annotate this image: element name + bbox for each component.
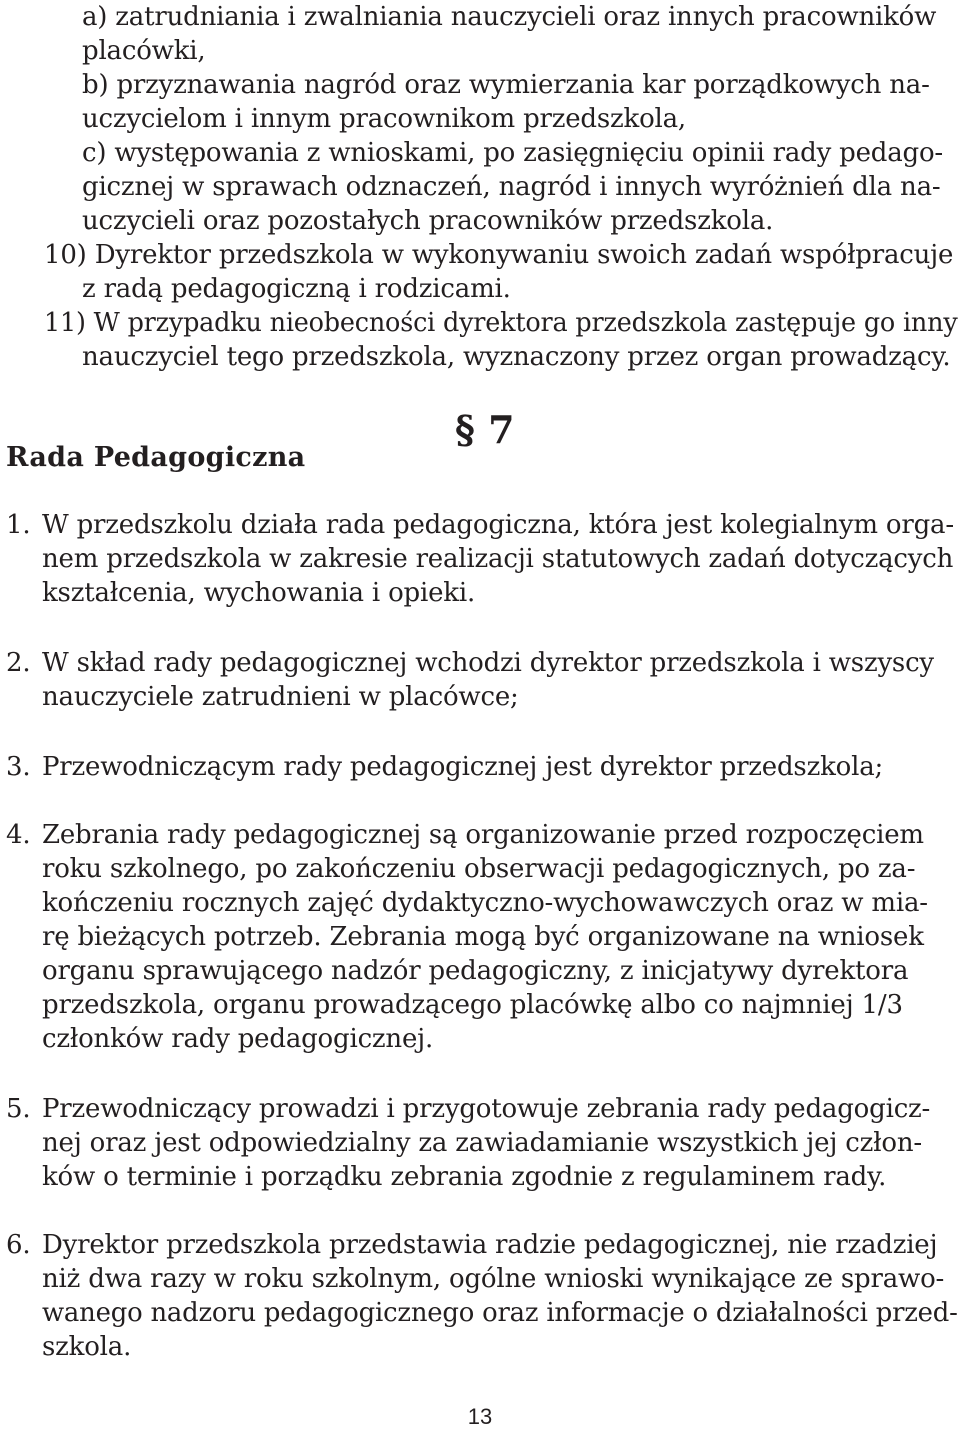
paragraph-number: 6. (6, 1230, 31, 1260)
text-line: nej oraz jest odpowiedzialny za zawiadamianie wszystkich jej człon- (42, 1128, 922, 1158)
paragraph-number: 2. (6, 648, 31, 678)
text-line: rę bieżących potrzeb. Zebrania mogą być organizowane na wniosek (42, 922, 924, 952)
text-line: niż dwa razy w roku szkolnym, ogólne wnioski wynikające ze sprawo- (42, 1264, 945, 1294)
section-heading: Rada Pedagogiczna (6, 442, 306, 473)
page-number: 13 (467, 1404, 493, 1429)
paragraph-number: 3. (6, 752, 31, 782)
text-line: Zebrania rady pedagogicznej są organizowanie przed rozpoczęciem (42, 820, 924, 850)
text-line: roku szkolnego, po zakończeniu obserwacji pedagogicznych, po za- (42, 854, 916, 884)
paragraph-number: 1. (6, 510, 31, 540)
text-line: c) występowania z wnioskami, po zasięgnięciu opinii rady pedago- (82, 138, 944, 168)
item-text: W przypadku nieobecności dyrektora przedszkola zastępuje go inny (93, 308, 958, 338)
text-line: nem przedszkola w zakresie realizacji statutowych zadań dotyczących (42, 544, 954, 574)
list-item-10 (44, 238, 953, 272)
text-line: W przedszkolu działa rada pedagogiczna, która jest kolegialnym orga- (42, 510, 954, 540)
text-line: W skład rady pedagogicznej wchodzi dyrektor przedszkola i wszyscy (42, 648, 934, 678)
list-item-11 (44, 306, 958, 340)
text-line: Dyrektor przedszkola przedstawia radzie pedagogicznej, nie rzadziej (42, 1230, 938, 1260)
text-line: nauczyciele zatrudnieni w placówce; (42, 682, 519, 712)
text-line: Przewodniczącym rady pedagogicznej jest dyrektor przedszkola; (42, 752, 884, 782)
paragraph-number: 4. (6, 820, 31, 850)
text-line: nauczyciel tego przedszkola, wyznaczony przez organ prowadzący. (82, 342, 951, 372)
text-line: ków o terminie i porządku zebrania zgodnie z regulaminem rady. (42, 1162, 887, 1192)
text-line: organu sprawującego nadzór pedagogiczny, z inicjatywy dyrektora (42, 956, 909, 986)
text-line: gicznej w sprawach odznaczeń, nagród i innych wyróżnień dla na- (82, 172, 941, 202)
item-text: Dyrektor przedszkola w wykonywaniu swoich zadań współpracuje (94, 240, 954, 270)
text-line: uczycielom i innym pracownikom przedszkola, (82, 104, 686, 134)
text-line: placówki, (82, 36, 206, 66)
item-number: 10) (44, 240, 87, 270)
paragraph-number: 5. (6, 1094, 31, 1124)
section-sign: § 7 (455, 407, 515, 452)
text-line: a) zatrudniania i zwalniania nauczycieli oraz innych pracowników (82, 2, 937, 32)
text-line: kształcenia, wychowania i opieki. (42, 578, 476, 608)
text-line: uczycieli oraz pozostałych pracowników przedszkola. (82, 206, 774, 236)
text-line: przedszkola, organu prowadzącego placówkę albo co najmniej 1/3 (42, 990, 903, 1020)
item-number: 11) (44, 308, 86, 338)
text-line: członków rady pedagogicznej. (42, 1024, 434, 1054)
text-line: kończeniu rocznych zajęć dydaktyczno-wychowawczych oraz w mia- (42, 888, 928, 918)
text-line: szkola. (42, 1332, 132, 1362)
text-line: z radą pedagogiczną i rodzicami. (82, 274, 511, 304)
text-line: b) przyznawania nagród oraz wymierzania kar porządkowych na- (82, 70, 930, 100)
text-line: Przewodniczący prowadzi i przygotowuje zebrania rady pedagogicz- (42, 1094, 931, 1124)
text-line: wanego nadzoru pedagogicznego oraz informacje o działalności przed- (42, 1298, 958, 1328)
